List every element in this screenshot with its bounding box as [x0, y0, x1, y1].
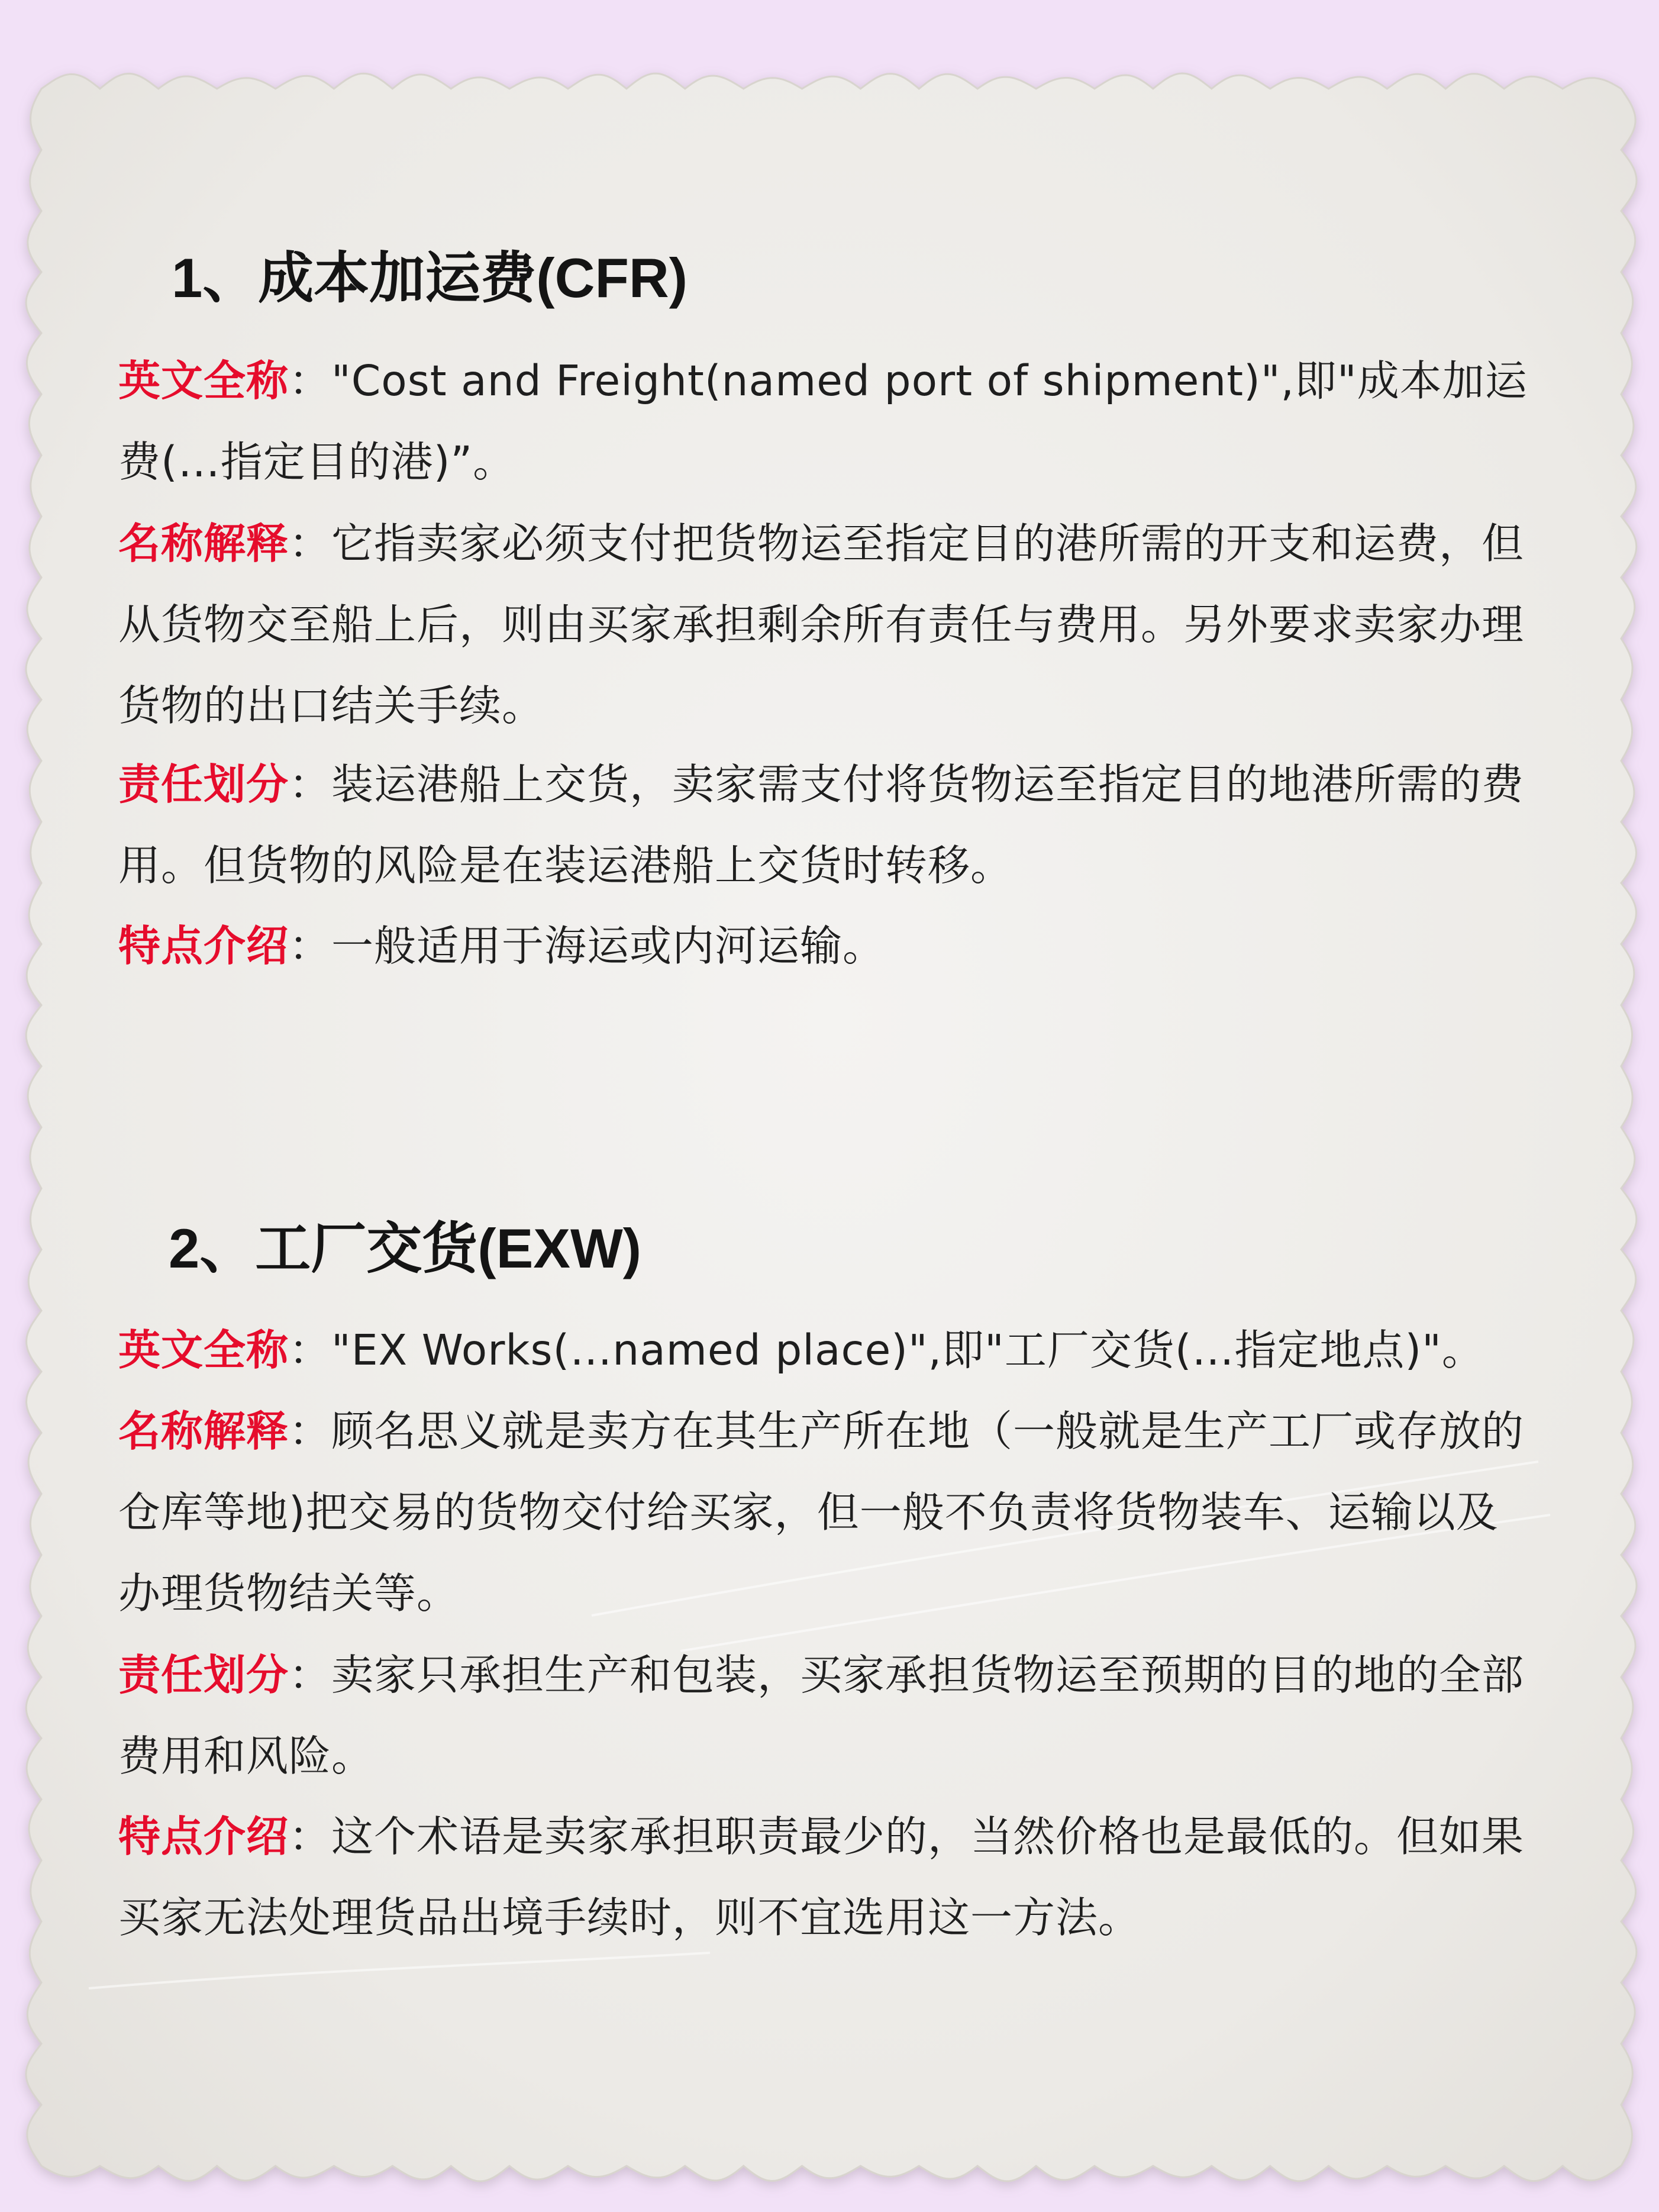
label-name-explanation: 名称解释: [118, 1407, 289, 1456]
label-responsibility: 责任划分: [118, 760, 289, 809]
section-2-heading: 2、工厂交货(EXW): [169, 1217, 642, 1279]
label-separator: ：: [289, 1326, 332, 1375]
item-text: 顾名思义就是卖方在其生产所在地（一般就是生产工厂或存放的仓库等地)把交易的货物交付给买家，但一般不负责将货物装车、运输以及办理货物结关等。: [118, 1407, 1525, 1618]
section-1-heading: 1、成本加运费(CFR): [172, 247, 688, 309]
label-separator: ：: [289, 921, 332, 970]
label-features: 特点介绍: [118, 1812, 289, 1861]
item-text: "EX Works(…named place)",即"工厂交货(…指定地点)"。: [331, 1326, 1484, 1375]
label-separator: ：: [289, 519, 332, 568]
label-responsibility: 责任划分: [118, 1650, 289, 1700]
label-separator: ：: [289, 356, 332, 405]
section-2-english-name: [118, 1310, 1538, 1391]
label-separator: ：: [289, 1812, 332, 1861]
section-1-responsibility: [118, 744, 1538, 906]
item-text: 一般适用于海运或内河运输。: [331, 921, 886, 970]
item-text: "Cost and Freight(named port of shipment)",即"成本加运费(…指定目的港)”。: [118, 356, 1528, 486]
label-english-name: 英文全称: [118, 356, 289, 405]
label-separator: ：: [289, 760, 332, 809]
label-english-name: 英文全称: [118, 1326, 289, 1375]
section-2-responsibility: [118, 1634, 1538, 1797]
section-1-features: [118, 905, 1538, 986]
item-text: 装运港船上交货，卖家需支付将货物运至指定目的地港所需的费用。但货物的风险是在装运港船上交货时转移。: [118, 760, 1525, 890]
section-2-name-explanation: [118, 1391, 1538, 1634]
label-separator: ：: [289, 1650, 332, 1700]
section-1-english-name: [118, 340, 1538, 502]
item-text: 这个术语是卖家承担职责最少的，当然价格也是最低的。但如果买家无法处理货品出境手续时，则不宜选用这一方法。: [118, 1812, 1525, 1942]
item-text: 卖家只承担生产和包装，买家承担货物运至预期的目的地的全部费用和风险。: [118, 1650, 1525, 1781]
label-name-explanation: 名称解释: [118, 519, 289, 568]
section-2-features: [118, 1796, 1538, 1958]
label-separator: ：: [289, 1407, 332, 1456]
section-1-name-explanation: [118, 503, 1538, 746]
label-features: 特点介绍: [118, 921, 289, 970]
item-text: 它指卖家必须支付把货物运至指定目的港所需的开支和运费，但从货物交至船上后，则由买家承担剩余所有责任与费用。另外要求卖家办理货物的出口结关手续。: [118, 519, 1525, 730]
